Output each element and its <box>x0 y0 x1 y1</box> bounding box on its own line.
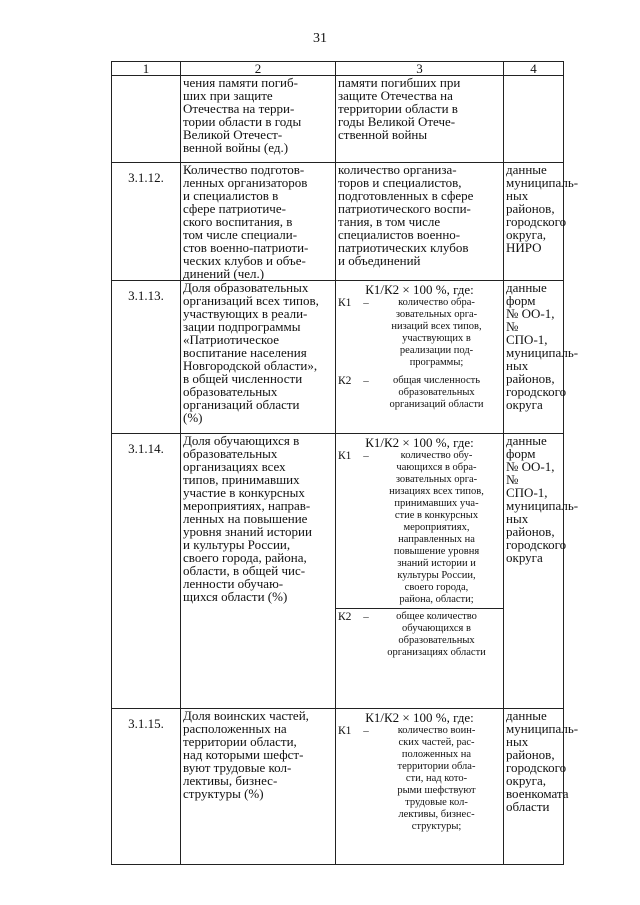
indicator-name-cell: чения памяти погиб- ших при защите Отечества на терри- тории области в годы Великой Отечест- венной войны (ед.) <box>181 76 336 163</box>
indicator-name-cell: Доля обучающихся в образовательных организациях всех типов, принимавших участие в конкурсных мероприятиях, направ- ленных на повышение уровня знаний истории и культуры России, своего города, района, области, в общей чис- ленности обучаю- щихся области (%) <box>181 434 336 709</box>
indicator-definition-cell <box>336 281 504 434</box>
table-row <box>112 281 564 434</box>
formula: К1/К2 × 100 %, где: <box>365 435 474 450</box>
table-row <box>112 76 564 163</box>
variable-symbol: К2 <box>338 611 352 623</box>
table-row <box>112 434 564 709</box>
formula: К1/К2 × 100 %, где: <box>365 710 474 725</box>
variable-k2 <box>338 375 501 411</box>
variable-k1 <box>338 297 501 369</box>
data-source-cell: данные форм № ОО-1, № СПО-1, муниципаль- ных районов, городского округа <box>504 434 564 709</box>
table-row <box>112 709 564 865</box>
variable-dash: – <box>363 450 369 462</box>
cell-empty <box>112 76 181 163</box>
page-number: 31 <box>313 31 327 46</box>
header-col-2: 2 <box>181 62 336 76</box>
variable-description: общая численность образовательных организаций области <box>389 375 484 410</box>
formula: К1/К2 × 100 %, где: <box>365 282 474 297</box>
indicator-definition-cell <box>336 434 504 709</box>
variable-k1 <box>338 725 501 833</box>
indicators-table <box>111 61 579 865</box>
data-source-cell: данные муниципаль- ных районов, городского округа, военкомата области <box>504 709 564 865</box>
indicator-definition-cell <box>336 709 504 865</box>
indicator-definition-cell: количество организа- торов и специалистов, подготовленных в сфере патриотического воспи- тания, в том числе специалистов военно- патриотических клубов и объединений <box>336 163 504 281</box>
header-col-1: 1 <box>112 62 181 76</box>
variable-description: количество обра- зовательных орга- низаций всех типов, участвующих в реализации под- программы; <box>391 297 482 368</box>
variable-dash: – <box>363 725 369 737</box>
header-col-3: 3 <box>336 62 504 76</box>
variable-dash: – <box>363 611 369 623</box>
variable-k2 <box>338 611 501 659</box>
header-col-4: 4 <box>504 62 564 76</box>
variable-symbol: К1 <box>338 725 352 737</box>
variable-dash: – <box>363 375 369 387</box>
row-number: 3.1.13. <box>112 281 181 434</box>
indicator-definition-cell: памяти погибших при защите Отечества на территории области в годы Великой Отече- ственной войны <box>336 76 504 163</box>
variable-symbol: К2 <box>338 375 352 387</box>
variable-symbol: К1 <box>338 297 352 309</box>
data-source-cell: данные муниципаль- ных районов, городского округа, НИРО <box>504 163 564 281</box>
row-number: 3.1.14. <box>112 434 181 709</box>
row-number: 3.1.12. <box>112 163 181 281</box>
cell-empty <box>504 76 564 163</box>
indicator-name-cell: Доля образовательных организаций всех типов, участвующих в реали- зации подпрограммы «Патриотическое воспитание населения Новгородской области», в общей численности образовательных организаций области (%) <box>181 281 336 434</box>
variable-description: количество воин- ских частей, рас- положенных на территории обла- сти, над кото- рыми шефствуют трудовые кол- лективы, бизнес- структуры; <box>397 725 476 832</box>
indicator-name-cell: Количество подготов- ленных организаторов и специалистов в сфере патриотиче- ского воспитания, в том числе специали- стов военно-патриоти- ческих клубов и объе- динений (чел.) <box>181 163 336 281</box>
variable-dash: – <box>363 297 369 309</box>
indicator-name-cell: Доля воинских частей, расположенных на территории области, над которыми шефст- вуют трудовые кол- лективы, бизнес- структуры (%) <box>181 709 336 865</box>
variable-description: общее количество обучающихся в образовательных организациях области <box>387 611 486 658</box>
variable-description: количество обу- чающихся в обра- зовательных орга- низациях всех типов, принимавших уча- стие в конкурсных мероприятиях, направленных на повышение уровня знаний истории и культуры России, своего города, района, области; <box>389 450 484 605</box>
table-header-row <box>112 62 564 76</box>
variable-k1 <box>338 450 501 606</box>
data-source-cell: данные форм № ОО-1, № СПО-1, муниципаль- ных районов, городского округа <box>504 281 564 434</box>
row-number: 3.1.15. <box>112 709 181 865</box>
table-row <box>112 163 564 281</box>
variable-symbol: К1 <box>338 450 352 462</box>
